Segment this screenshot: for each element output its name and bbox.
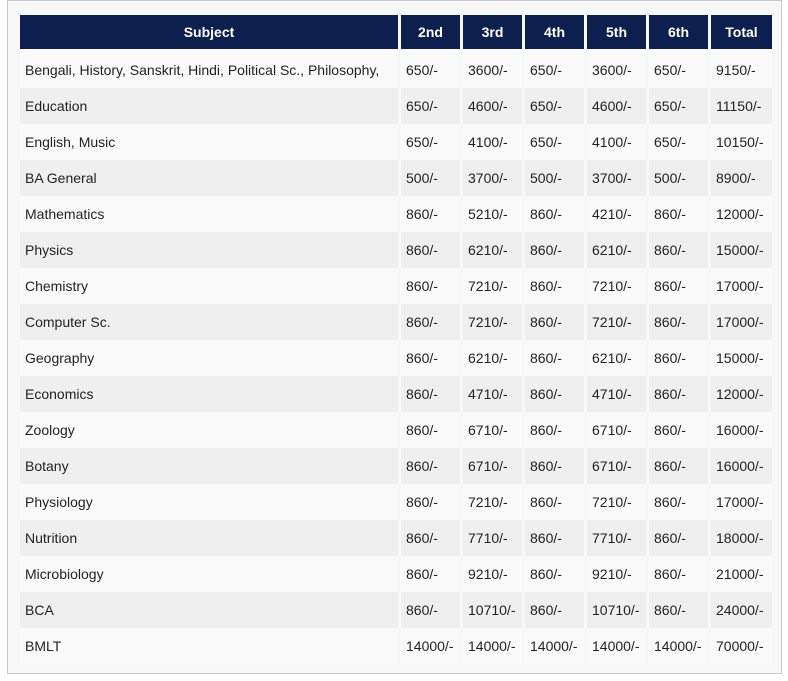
cell-2nd: 650/-: [401, 124, 460, 160]
cell-5th: 7210/-: [587, 304, 646, 340]
cell-3rd: 4710/-: [463, 376, 522, 412]
cell-6th: 860/-: [649, 196, 708, 232]
cell-subject: Geography: [20, 340, 398, 376]
cell-subject: Microbiology: [20, 556, 398, 592]
cell-6th: 860/-: [649, 484, 708, 520]
cell-total: 16000/-: [711, 412, 772, 448]
cell-4th: 860/-: [525, 520, 584, 556]
cell-2nd: 860/-: [401, 232, 460, 268]
cell-6th: 860/-: [649, 376, 708, 412]
cell-subject: Physiology: [20, 484, 398, 520]
cell-5th: 7210/-: [587, 484, 646, 520]
column-header-subject: Subject: [20, 15, 398, 52]
table-row: [20, 88, 772, 124]
cell-total: 11150/-: [711, 88, 772, 124]
cell-total: 18000/-: [711, 520, 772, 556]
cell-6th: 860/-: [649, 232, 708, 268]
cell-5th: 3700/-: [587, 160, 646, 196]
cell-total: 12000/-: [711, 196, 772, 232]
table-row: [20, 340, 772, 376]
cell-total: 21000/-: [711, 556, 772, 592]
cell-total: 15000/-: [711, 340, 772, 376]
cell-2nd: 860/-: [401, 340, 460, 376]
cell-3rd: 4600/-: [463, 88, 522, 124]
cell-total: 8900/-: [711, 160, 772, 196]
cell-5th: 7210/-: [587, 268, 646, 304]
cell-3rd: 5210/-: [463, 196, 522, 232]
cell-6th: 860/-: [649, 448, 708, 484]
cell-2nd: 860/-: [401, 196, 460, 232]
cell-5th: 3600/-: [587, 52, 646, 88]
cell-4th: 860/-: [525, 484, 584, 520]
cell-subject: BMLT: [20, 628, 398, 664]
cell-4th: 860/-: [525, 412, 584, 448]
cell-4th: 860/-: [525, 376, 584, 412]
cell-2nd: 860/-: [401, 376, 460, 412]
cell-6th: 860/-: [649, 412, 708, 448]
table-row: [20, 484, 772, 520]
cell-3rd: 7710/-: [463, 520, 522, 556]
cell-6th: 860/-: [649, 304, 708, 340]
cell-total: 10150/-: [711, 124, 772, 160]
cell-3rd: 7210/-: [463, 304, 522, 340]
cell-subject: Nutrition: [20, 520, 398, 556]
cell-subject: BCA: [20, 592, 398, 628]
cell-5th: 4710/-: [587, 376, 646, 412]
cell-6th: 650/-: [649, 88, 708, 124]
table-row: [20, 448, 772, 484]
cell-subject: Education: [20, 88, 398, 124]
table-row: [20, 592, 772, 628]
cell-subject: Mathematics: [20, 196, 398, 232]
cell-4th: 860/-: [525, 304, 584, 340]
cell-2nd: 860/-: [401, 448, 460, 484]
table-row: [20, 304, 772, 340]
cell-subject: Bengali, History, Sanskrit, Hindi, Political Sc., Philosophy,: [20, 52, 398, 88]
cell-2nd: 860/-: [401, 520, 460, 556]
cell-6th: 860/-: [649, 520, 708, 556]
cell-5th: 7710/-: [587, 520, 646, 556]
cell-total: 24000/-: [711, 592, 772, 628]
column-header-2nd: 2nd: [401, 15, 460, 52]
cell-5th: 4600/-: [587, 88, 646, 124]
fee-table-panel: [7, 0, 782, 674]
table-row: [20, 376, 772, 412]
cell-subject: BA General: [20, 160, 398, 196]
table-row: [20, 556, 772, 592]
cell-subject: Chemistry: [20, 268, 398, 304]
column-header-3rd: 3rd: [463, 15, 522, 52]
cell-5th: 14000/-: [587, 628, 646, 664]
cell-3rd: 7210/-: [463, 484, 522, 520]
cell-subject: Computer Sc.: [20, 304, 398, 340]
column-header-6th: 6th: [649, 15, 708, 52]
cell-total: 15000/-: [711, 232, 772, 268]
cell-total: 12000/-: [711, 376, 772, 412]
cell-5th: 6210/-: [587, 232, 646, 268]
table-row: [20, 268, 772, 304]
cell-6th: 860/-: [649, 340, 708, 376]
cell-4th: 860/-: [525, 196, 584, 232]
fee-structure-table: [17, 15, 775, 664]
cell-6th: 500/-: [649, 160, 708, 196]
column-header-4th: 4th: [525, 15, 584, 52]
cell-4th: 14000/-: [525, 628, 584, 664]
cell-2nd: 650/-: [401, 52, 460, 88]
cell-6th: 650/-: [649, 124, 708, 160]
cell-3rd: 14000/-: [463, 628, 522, 664]
cell-subject: English, Music: [20, 124, 398, 160]
cell-2nd: 860/-: [401, 484, 460, 520]
cell-4th: 650/-: [525, 124, 584, 160]
cell-subject: Economics: [20, 376, 398, 412]
cell-total: 70000/-: [711, 628, 772, 664]
cell-2nd: 860/-: [401, 592, 460, 628]
cell-2nd: 860/-: [401, 412, 460, 448]
cell-4th: 860/-: [525, 592, 584, 628]
cell-2nd: 860/-: [401, 268, 460, 304]
cell-4th: 860/-: [525, 340, 584, 376]
cell-4th: 650/-: [525, 52, 584, 88]
cell-5th: 6710/-: [587, 412, 646, 448]
cell-6th: 14000/-: [649, 628, 708, 664]
cell-subject: Physics: [20, 232, 398, 268]
cell-5th: 4210/-: [587, 196, 646, 232]
cell-2nd: 860/-: [401, 304, 460, 340]
cell-total: 17000/-: [711, 304, 772, 340]
column-header-5th: 5th: [587, 15, 646, 52]
table-row: [20, 520, 772, 556]
cell-6th: 860/-: [649, 556, 708, 592]
cell-subject: Botany: [20, 448, 398, 484]
cell-total: 16000/-: [711, 448, 772, 484]
cell-3rd: 6710/-: [463, 412, 522, 448]
cell-total: 9150/-: [711, 52, 772, 88]
cell-4th: 860/-: [525, 556, 584, 592]
cell-3rd: 7210/-: [463, 268, 522, 304]
cell-3rd: 6210/-: [463, 232, 522, 268]
cell-3rd: 6710/-: [463, 448, 522, 484]
table-row: [20, 412, 772, 448]
cell-4th: 500/-: [525, 160, 584, 196]
cell-3rd: 4100/-: [463, 124, 522, 160]
table-header-row: [20, 15, 772, 52]
cell-3rd: 3600/-: [463, 52, 522, 88]
table-row: [20, 124, 772, 160]
cell-5th: 9210/-: [587, 556, 646, 592]
cell-2nd: 14000/-: [401, 628, 460, 664]
column-header-total: Total: [711, 15, 772, 52]
cell-4th: 650/-: [525, 88, 584, 124]
table-row: [20, 52, 772, 88]
cell-5th: 6210/-: [587, 340, 646, 376]
cell-5th: 10710/-: [587, 592, 646, 628]
cell-4th: 860/-: [525, 448, 584, 484]
cell-2nd: 860/-: [401, 556, 460, 592]
cell-6th: 650/-: [649, 52, 708, 88]
cell-6th: 860/-: [649, 268, 708, 304]
cell-2nd: 500/-: [401, 160, 460, 196]
table-row: [20, 232, 772, 268]
cell-3rd: 10710/-: [463, 592, 522, 628]
cell-5th: 6710/-: [587, 448, 646, 484]
cell-total: 17000/-: [711, 268, 772, 304]
table-row: [20, 196, 772, 232]
table-row: [20, 628, 772, 664]
cell-3rd: 9210/-: [463, 556, 522, 592]
cell-3rd: 3700/-: [463, 160, 522, 196]
table-row: [20, 160, 772, 196]
cell-2nd: 650/-: [401, 88, 460, 124]
cell-4th: 860/-: [525, 232, 584, 268]
cell-6th: 860/-: [649, 592, 708, 628]
cell-5th: 4100/-: [587, 124, 646, 160]
cell-total: 17000/-: [711, 484, 772, 520]
cell-3rd: 6210/-: [463, 340, 522, 376]
cell-4th: 860/-: [525, 268, 584, 304]
cell-subject: Zoology: [20, 412, 398, 448]
